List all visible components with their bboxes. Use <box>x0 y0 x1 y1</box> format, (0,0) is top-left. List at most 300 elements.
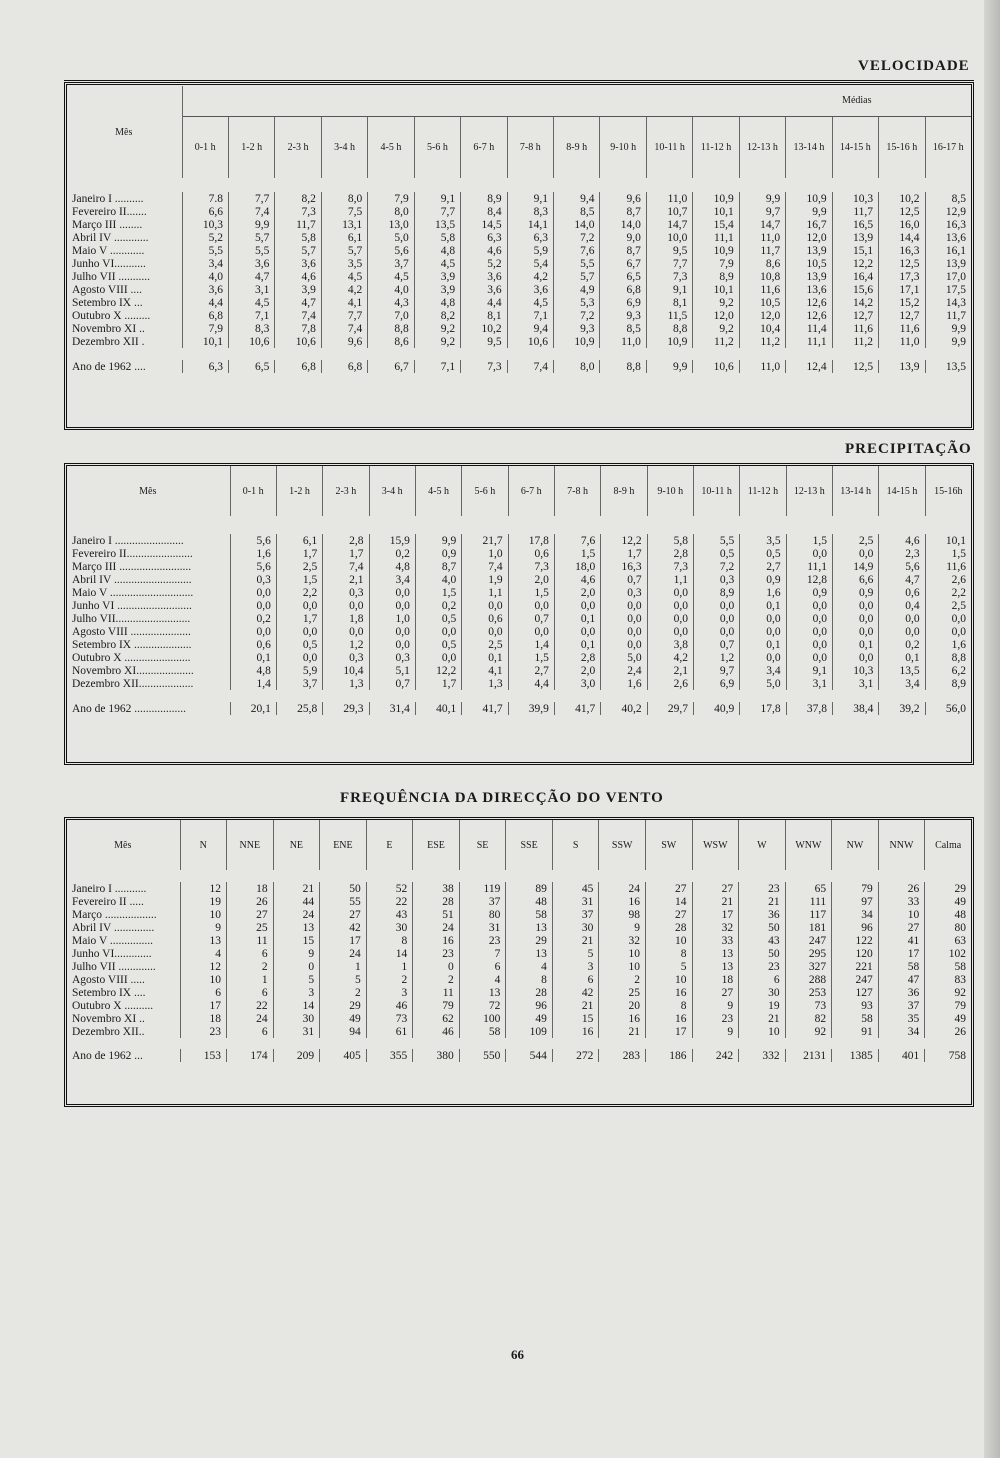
month-label: Dezembro XII . <box>66 335 182 348</box>
table-cell: 14,7 <box>646 218 692 231</box>
table-cell: 12,6 <box>786 296 832 309</box>
velocidade-frame <box>64 82 974 430</box>
table-cell: 5,6 <box>879 560 925 573</box>
table-cell: 2,1 <box>323 573 369 586</box>
total-cell: 40,9 <box>693 702 739 715</box>
table-cell: 2,5 <box>276 560 322 573</box>
table-cell: 7,3 <box>275 205 321 218</box>
table-cell: 73 <box>366 1012 413 1025</box>
table-cell: 6,3 <box>507 231 553 244</box>
table-cell: 15,4 <box>693 218 739 231</box>
table-cell: 8 <box>645 947 692 960</box>
table-cell: 3,6 <box>228 257 274 270</box>
table-cell: 9,7 <box>739 205 785 218</box>
table-cell: 9,5 <box>461 335 507 348</box>
column-header: 14-15 h <box>832 116 878 178</box>
table-cell: 0,0 <box>276 625 322 638</box>
table-cell: 5,7 <box>228 231 274 244</box>
table-cell: 0,0 <box>276 651 322 664</box>
month-label: Março III ......................... <box>66 560 230 573</box>
column-header: 6-7 h <box>508 466 554 516</box>
table-cell: 13,9 <box>925 257 972 270</box>
table-cell: 48 <box>925 908 972 921</box>
table-cell: 11,1 <box>693 231 739 244</box>
table-cell: 1,7 <box>276 547 322 560</box>
table-cell: 0,1 <box>462 651 508 664</box>
table-cell: 11,6 <box>879 322 925 335</box>
total-cell: 332 <box>739 1049 786 1062</box>
table-cell: 2,4 <box>601 664 647 677</box>
table-cell: 8,5 <box>600 322 646 335</box>
table-cell: 15,6 <box>832 283 878 296</box>
table-cell: 8,4 <box>461 205 507 218</box>
table-cell: 51 <box>413 908 460 921</box>
table-cell: 1,5 <box>415 586 461 599</box>
table-cell: 9 <box>692 1025 739 1038</box>
table-cell: 18,0 <box>554 560 600 573</box>
table-cell: 2,1 <box>647 664 693 677</box>
table-cell: 0,0 <box>693 612 739 625</box>
table-cell: 9,1 <box>507 192 553 205</box>
table-cell: 5,9 <box>507 244 553 257</box>
month-label: Fevereiro II....... <box>66 205 182 218</box>
month-label: Outubro X .......... <box>66 999 180 1012</box>
table-cell: 6,5 <box>600 270 646 283</box>
column-header: 5-6 h <box>462 466 508 516</box>
table-cell: 82 <box>785 1012 832 1025</box>
column-header: 12-13 h <box>739 116 785 178</box>
table-cell: 7,9 <box>693 257 739 270</box>
column-header: 13-14 h <box>832 466 878 516</box>
table-cell: 3,5 <box>321 257 367 270</box>
table-cell: 0,6 <box>879 586 925 599</box>
table-cell: 5 <box>552 947 599 960</box>
total-cell: 401 <box>878 1049 925 1062</box>
table-cell: 73 <box>785 999 832 1012</box>
table-cell: 0,0 <box>786 625 832 638</box>
table-cell: 295 <box>785 947 832 960</box>
table-cell: 8,9 <box>693 586 739 599</box>
table-cell: 7,9 <box>368 192 414 205</box>
table-cell: 2,2 <box>276 586 322 599</box>
table-cell: 1,7 <box>601 547 647 560</box>
table-cell: 11,7 <box>739 244 785 257</box>
table-cell: 7,7 <box>414 205 460 218</box>
table-cell: 5,0 <box>740 677 786 690</box>
table-cell: 2,0 <box>554 664 600 677</box>
table-cell: 13,5 <box>879 664 925 677</box>
total-cell: 41,7 <box>462 702 508 715</box>
table-cell: 7,9 <box>182 322 228 335</box>
table-cell: 23 <box>739 882 786 895</box>
table-cell: 3,9 <box>275 283 321 296</box>
table-cell: 11 <box>413 986 460 999</box>
table-cell: 2,3 <box>879 547 925 560</box>
total-cell: 1385 <box>832 1049 879 1062</box>
table-cell: 30 <box>366 921 413 934</box>
table-cell: 4 <box>180 947 227 960</box>
table-cell: 31 <box>552 895 599 908</box>
table-cell: 3,7 <box>368 257 414 270</box>
table-cell: 10,7 <box>646 205 692 218</box>
table-cell: 10,1 <box>693 205 739 218</box>
table-cell: 0,0 <box>693 625 739 638</box>
table-cell: 2 <box>366 973 413 986</box>
total-cell: 39,9 <box>508 702 554 715</box>
table-cell: 5,5 <box>182 244 228 257</box>
table-cell: 94 <box>320 1025 367 1038</box>
table-cell: 1,3 <box>323 677 369 690</box>
table-cell: 17 <box>645 1025 692 1038</box>
column-header-mes: Mês <box>66 820 180 870</box>
table-cell: 1,2 <box>693 651 739 664</box>
table-cell: 24 <box>413 921 460 934</box>
table-cell: 7 <box>459 947 506 960</box>
table-cell: 9,6 <box>321 335 367 348</box>
table-cell: 253 <box>785 986 832 999</box>
table-cell: 5,9 <box>276 664 322 677</box>
table-cell: 6,8 <box>182 309 228 322</box>
table-cell: 11,0 <box>600 335 646 348</box>
table-cell: 12,2 <box>832 257 878 270</box>
table-cell: 4,2 <box>321 283 367 296</box>
table-cell: 11,7 <box>832 205 878 218</box>
table-cell: 5,5 <box>228 244 274 257</box>
table-cell: 0,0 <box>786 651 832 664</box>
table-cell: 7,3 <box>646 270 692 283</box>
table-cell: 8,5 <box>554 205 600 218</box>
total-cell: 544 <box>506 1049 553 1062</box>
table-cell: 15 <box>273 934 320 947</box>
table-cell: 0,0 <box>740 651 786 664</box>
table-cell: 32 <box>599 934 646 947</box>
table-cell: 1,6 <box>925 638 971 651</box>
table-cell: 7,2 <box>554 231 600 244</box>
table-cell: 17 <box>320 934 367 947</box>
total-cell: 39,2 <box>879 702 925 715</box>
table-cell: 38 <box>413 882 460 895</box>
table-cell: 0,3 <box>230 573 276 586</box>
table-cell: 0,0 <box>832 625 878 638</box>
column-header: 16-17 h <box>925 116 972 178</box>
table-cell: 23 <box>692 1012 739 1025</box>
table-cell: 4,8 <box>414 244 460 257</box>
table-cell: 7,5 <box>321 205 367 218</box>
column-header: NNW <box>878 820 925 870</box>
table-cell: 5,7 <box>554 270 600 283</box>
table-cell: 13 <box>180 934 227 947</box>
table-cell: 4,0 <box>368 283 414 296</box>
table-cell: 8 <box>645 999 692 1012</box>
table-cell: 9,1 <box>414 192 460 205</box>
table-cell: 24 <box>320 947 367 960</box>
table-cell: 1,2 <box>323 638 369 651</box>
table-cell: 46 <box>366 999 413 1012</box>
total-label: Ano de 1962 .................. <box>66 702 230 715</box>
table-cell: 12,7 <box>879 309 925 322</box>
table-cell: 79 <box>925 999 972 1012</box>
column-header: 0-1 h <box>230 466 276 516</box>
table-cell: 8,7 <box>415 560 461 573</box>
table-cell: 0,0 <box>415 625 461 638</box>
table-cell: 23 <box>413 947 460 960</box>
table-cell: 1,4 <box>508 638 554 651</box>
table-cell: 10,4 <box>739 322 785 335</box>
table-cell: 10,6 <box>507 335 553 348</box>
table-cell: 58 <box>832 1012 879 1025</box>
column-header: NE <box>273 820 320 870</box>
table-cell: 12,2 <box>601 534 647 547</box>
table-cell: 4,5 <box>228 296 274 309</box>
table-cell: 8,3 <box>507 205 553 218</box>
table-cell: 13 <box>692 960 739 973</box>
table-cell: 11 <box>227 934 274 947</box>
column-header-mes: Mês <box>66 466 230 516</box>
table-cell: 5,6 <box>230 560 276 573</box>
total-cell: 17,8 <box>740 702 786 715</box>
month-label: Janeiro I ........................ <box>66 534 230 547</box>
table-cell: 0,9 <box>832 586 878 599</box>
column-header: 15-16h <box>925 466 971 516</box>
month-label: Julho VII.......................... <box>66 612 230 625</box>
table-cell: 0,5 <box>276 638 322 651</box>
table-cell: 16 <box>413 934 460 947</box>
table-cell: 17,0 <box>925 270 972 283</box>
table-cell: 13,9 <box>832 231 878 244</box>
table-cell: 11,2 <box>739 335 785 348</box>
table-cell: 0,0 <box>323 599 369 612</box>
table-cell: 0,0 <box>601 612 647 625</box>
table-cell: 6,7 <box>600 257 646 270</box>
table-cell: 12,6 <box>786 309 832 322</box>
table-cell: 111 <box>785 895 832 908</box>
table-cell: 13,5 <box>414 218 460 231</box>
table-cell: 28 <box>645 921 692 934</box>
table-cell: 11,4 <box>786 322 832 335</box>
column-header: 1-2 h <box>228 116 274 178</box>
table-cell: 45 <box>552 882 599 895</box>
column-header: SSW <box>599 820 646 870</box>
total-cell: 38,4 <box>832 702 878 715</box>
table-cell: 5,7 <box>321 244 367 257</box>
table-cell: 13 <box>459 986 506 999</box>
table-cell: 3,6 <box>461 283 507 296</box>
table-cell: 18 <box>180 1012 227 1025</box>
table-cell: 7,2 <box>554 309 600 322</box>
table-cell: 65 <box>785 882 832 895</box>
table-cell: 33 <box>878 895 925 908</box>
table-cell: 12,0 <box>693 309 739 322</box>
table-cell: 80 <box>459 908 506 921</box>
table-cell: 10,6 <box>275 335 321 348</box>
table-cell: 1,7 <box>276 612 322 625</box>
table-cell: 0,6 <box>508 547 554 560</box>
table-cell: 5,4 <box>507 257 553 270</box>
table-cell: 9,9 <box>925 335 972 348</box>
table-cell: 3,5 <box>740 534 786 547</box>
total-cell: 40,1 <box>415 702 461 715</box>
total-cell: 6,7 <box>368 360 414 373</box>
month-label: Julho VII ........... <box>66 270 182 283</box>
column-header: W <box>739 820 786 870</box>
table-cell: 0,0 <box>554 625 600 638</box>
table-cell: 0,0 <box>647 586 693 599</box>
table-cell: 34 <box>878 1025 925 1038</box>
table-cell: 19 <box>739 999 786 1012</box>
table-cell: 0,0 <box>323 625 369 638</box>
table-cell: 0,6 <box>462 612 508 625</box>
table-cell: 46 <box>413 1025 460 1038</box>
table-cell: 6,9 <box>600 296 646 309</box>
table-cell: 10 <box>645 934 692 947</box>
table-cell: 16 <box>599 1012 646 1025</box>
table-cell: 14 <box>273 999 320 1012</box>
column-header: 4-5 h <box>415 466 461 516</box>
table-cell: 27 <box>878 921 925 934</box>
table-cell: 6 <box>552 973 599 986</box>
month-label: Janeiro I .......... <box>66 192 182 205</box>
table-cell: 5 <box>645 960 692 973</box>
table-cell: 55 <box>320 895 367 908</box>
column-header: 10-11 h <box>646 116 692 178</box>
table-cell: 4,6 <box>879 534 925 547</box>
table-cell: 6,6 <box>182 205 228 218</box>
table-cell: 4,4 <box>508 677 554 690</box>
table-cell: 0,1 <box>832 638 878 651</box>
total-cell: 56,0 <box>925 702 971 715</box>
table-cell: 4,2 <box>507 270 553 283</box>
table-cell: 97 <box>832 895 879 908</box>
table-cell: 120 <box>832 947 879 960</box>
table-cell: 12,9 <box>925 205 972 218</box>
table-cell: 5,8 <box>647 534 693 547</box>
table-cell: 1 <box>320 960 367 973</box>
table-cell: 0,0 <box>832 599 878 612</box>
table-cell: 36 <box>739 908 786 921</box>
table-cell: 21 <box>692 895 739 908</box>
table-cell: 26 <box>227 895 274 908</box>
table-cell: 0,0 <box>369 599 415 612</box>
table-cell: 5,2 <box>182 231 228 244</box>
table-cell: 15,2 <box>879 296 925 309</box>
column-header: 11-12 h <box>693 116 739 178</box>
month-label: Junho VI........... <box>66 257 182 270</box>
table-cell: 1,7 <box>323 547 369 560</box>
table-cell: 14,0 <box>554 218 600 231</box>
table-cell: 1,6 <box>740 586 786 599</box>
column-header: 7-8 h <box>507 116 553 178</box>
table-cell: 2 <box>227 960 274 973</box>
month-label: Outubro X ....................... <box>66 651 230 664</box>
table-cell: 0,0 <box>879 612 925 625</box>
table-cell: 0,0 <box>925 612 971 625</box>
total-cell: 153 <box>180 1049 227 1062</box>
table-cell: 8 <box>506 973 553 986</box>
table-cell: 27 <box>692 986 739 999</box>
table-cell: 3 <box>552 960 599 973</box>
table-cell: 16 <box>645 1012 692 1025</box>
table-cell: 37 <box>878 999 925 1012</box>
table-cell: 0,0 <box>601 599 647 612</box>
total-cell: 6,8 <box>321 360 367 373</box>
table-cell: 4,4 <box>461 296 507 309</box>
table-cell: 14,1 <box>507 218 553 231</box>
total-cell: 2131 <box>785 1049 832 1062</box>
table-cell: 8,1 <box>646 296 692 309</box>
table-cell: 49 <box>320 1012 367 1025</box>
table-cell: 9,9 <box>228 218 274 231</box>
table-cell: 7,4 <box>321 322 367 335</box>
table-cell: 5,0 <box>601 651 647 664</box>
table-cell: 14 <box>645 895 692 908</box>
table-cell: 5,8 <box>275 231 321 244</box>
total-cell: 355 <box>366 1049 413 1062</box>
table-cell: 18 <box>227 882 274 895</box>
table-cell: 10,1 <box>182 335 228 348</box>
table-cell: 92 <box>785 1025 832 1038</box>
table-cell: 5,7 <box>275 244 321 257</box>
month-label: Junho VI .......................... <box>66 599 230 612</box>
table-cell: 0,0 <box>369 586 415 599</box>
column-header: 1-2 h <box>276 466 322 516</box>
medias-header: Médias <box>182 86 972 116</box>
table-cell: 43 <box>739 934 786 947</box>
month-label: Março III ........ <box>66 218 182 231</box>
table-cell: 7,3 <box>647 560 693 573</box>
column-header: SSE <box>506 820 553 870</box>
table-cell: 92 <box>925 986 972 999</box>
table-cell: 28 <box>413 895 460 908</box>
table-cell: 11,6 <box>832 322 878 335</box>
table-cell: 14,7 <box>739 218 785 231</box>
table-cell: 8,3 <box>228 322 274 335</box>
table-cell: 5,6 <box>368 244 414 257</box>
table-cell: 79 <box>413 999 460 1012</box>
table-cell: 0,0 <box>786 612 832 625</box>
table-cell: 11,0 <box>739 231 785 244</box>
table-cell: 4,4 <box>182 296 228 309</box>
total-cell: 174 <box>227 1049 274 1062</box>
table-cell: 36 <box>878 986 925 999</box>
table-cell: 10,2 <box>879 192 925 205</box>
table-cell: 0,0 <box>230 625 276 638</box>
table-cell: 31 <box>459 921 506 934</box>
month-label: Agosto VIII ..................... <box>66 625 230 638</box>
table-cell: 0,0 <box>508 599 554 612</box>
table-cell: 4,1 <box>462 664 508 677</box>
table-cell: 3,6 <box>275 257 321 270</box>
table-cell: 11,2 <box>832 335 878 348</box>
table-cell: 0,0 <box>786 638 832 651</box>
table-cell: 0,0 <box>369 638 415 651</box>
table-cell: 117 <box>785 908 832 921</box>
frequencia-title: FREQUÊNCIA DA DIRECÇÃO DO VENTO <box>340 790 664 806</box>
table-cell: 11,6 <box>925 560 971 573</box>
table-cell: 16,5 <box>832 218 878 231</box>
table-cell: 10,3 <box>182 218 228 231</box>
table-cell: 0,1 <box>740 638 786 651</box>
table-cell: 6 <box>227 1025 274 1038</box>
table-cell: 11,7 <box>925 309 972 322</box>
table-cell: 327 <box>785 960 832 973</box>
table-cell: 12,5 <box>879 205 925 218</box>
table-cell: 10,6 <box>228 335 274 348</box>
column-header: 8-9 h <box>601 466 647 516</box>
table-cell: 1,7 <box>415 677 461 690</box>
table-cell: 50 <box>320 882 367 895</box>
table-cell: 2,8 <box>323 534 369 547</box>
table-cell: 5,8 <box>414 231 460 244</box>
